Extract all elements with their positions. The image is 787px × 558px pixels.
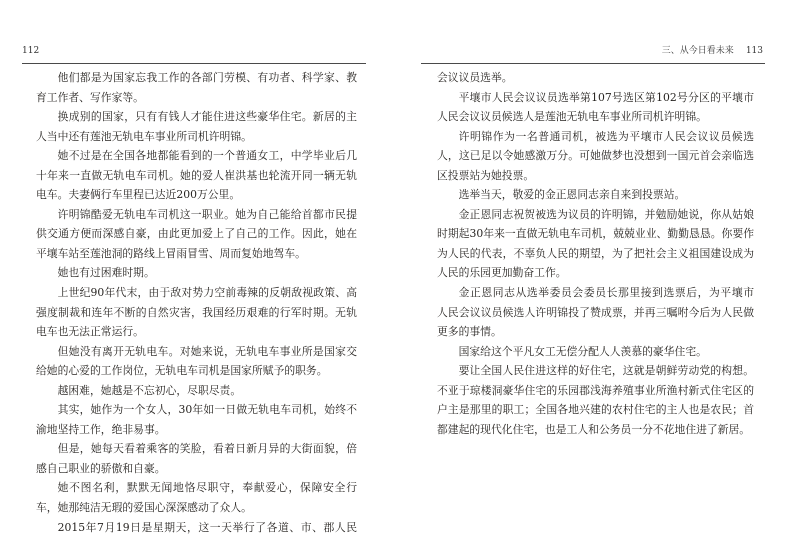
- text-line: 她不过是在全国各地都能看到的一个普通女工，中学毕业后几: [57, 149, 357, 163]
- paragraph: [36, 518, 357, 538]
- text-line: 更多的事情。: [437, 325, 502, 339]
- paragraph: [36, 146, 357, 205]
- text-line: 车，她那纯洁无瑕的爱国心深深感动了众人。: [36, 501, 252, 515]
- text-line: 选举当天，敬爱的金正恩同志亲自来到投票站。: [458, 188, 686, 202]
- paragraph: [36, 68, 357, 107]
- paragraph: [36, 342, 357, 381]
- text-line: 金正恩同志祝贺被选为议员的许明锦，并勉励她说，你从姑娘: [458, 207, 754, 221]
- paragraph: [437, 342, 754, 362]
- text-line: 电车。夫妻俩行车里程已达近200万公里。: [36, 188, 241, 202]
- text-line: 十年来一直做无轨电车司机。她的爱人崔洪基也轮流开同一辆无轨: [36, 168, 357, 182]
- text-line: 电车也无法正常运行。: [36, 325, 144, 339]
- paragraph: [36, 283, 357, 342]
- text-line: 越困难，她越是不忘初心，尽职尽责。: [57, 383, 242, 397]
- paragraph: [437, 361, 754, 439]
- text-line: 平壤车站至莲池洞的路线上冒雨冒雪、周而复始地驾车。: [36, 246, 306, 260]
- paragraph: [36, 400, 357, 439]
- paragraph: [437, 205, 754, 283]
- header-rule-left: [22, 63, 366, 64]
- text-line: 人当中还有莲池无轨电车事业所司机许明锦。: [36, 129, 252, 143]
- text-line: 人民的乐园更加勤奋工作。: [437, 266, 567, 280]
- text-line: 要让全国人民住进这样的好住宅，这就是朝鲜劳动党的构想。: [458, 364, 754, 378]
- text-line: 感自己职业的骄傲和自豪。: [36, 461, 166, 475]
- text-line: 许明锦作为一名普通司机，被选为平壤市人民会议议员候选: [458, 129, 754, 143]
- text-line: 但她没有离开无轨电车。对她来说，无轨电车事业所是国家交: [57, 344, 357, 358]
- text-line: 他们都是为国家忘我工作的各部门劳模、有功者、科学家、教: [57, 71, 357, 84]
- page-number-right: 113: [745, 46, 763, 56]
- paragraph: [437, 185, 754, 205]
- text-line: 区投票站为她投票。: [437, 168, 535, 182]
- text-line: 育工作者、写作家等。: [36, 90, 144, 104]
- text-line: 强度制裁和连年不断的自然灾害，我国经历艰难的行军时期。无轨: [36, 305, 357, 319]
- text-line: 但是，她每天看着乘客的笑脸，看着日新月异的大街面貌，倍: [57, 442, 357, 456]
- text-line: 她也有过困难时期。: [57, 266, 155, 280]
- paragraph: [36, 205, 357, 264]
- paragraph: [437, 68, 754, 88]
- text-line: 换成别的国家，只有有钱人才能住进这些豪华住宅。新居的主: [57, 110, 357, 124]
- text-line: 给她的心爱的工作岗位，无轨电车司机是国家所赋予的职务。: [36, 364, 328, 378]
- paragraph: [437, 283, 754, 342]
- paragraph: [437, 127, 754, 186]
- text-line: 时期起30年来一直做无轨电车司机，兢兢业业、勤勤恳恳。你要作: [437, 227, 754, 241]
- text-line: 许明锦酷爱无轨电车司机这一职业。她为自己能给首都市民提: [57, 207, 357, 221]
- left-page-body: [36, 68, 357, 537]
- text-line: 人民会议议员候选人许明锦投了赞成票，并再三嘱咐今后为人民做: [437, 305, 754, 319]
- text-line: 为人民的代表，不辜负人民的期望，为了把社会主义祖国建设成为: [437, 246, 754, 260]
- text-line: 人，这已足以令她感激万分。可她做梦也没想到一国元首会亲临选: [437, 149, 754, 163]
- text-line: 都建起的现代化住宅，也是工人和公务员一分不花地住进了新居。: [437, 422, 751, 436]
- text-line: 其实，她作为一个女人，30年如一日做无轨电车司机，始终不: [57, 403, 357, 417]
- text-line: 上世纪90年代末，由于敌对势力空前毒辣的反朝敌视政策、高: [57, 286, 357, 300]
- running-head: 三、从今日看未来: [661, 46, 734, 56]
- text-line: 户主是那里的职工；全国各地兴建的农村住宅的主人也是农民；首: [437, 403, 754, 417]
- paragraph: [36, 381, 357, 401]
- text-line: 平壤市人民会议议员选举第107号选区第102号分区的平壤市: [458, 90, 754, 104]
- header-rule-right: [421, 63, 765, 64]
- paragraph: [36, 263, 357, 283]
- paragraph: [36, 107, 357, 146]
- paragraph: [36, 439, 357, 478]
- text-line: 人民会议议员候选人是莲池无轨电车事业所司机许明锦。: [437, 110, 707, 124]
- text-line: 不亚于琼楼洞豪华住宅的乐园郡浅海养殖事业所渔村新式住宅区的: [437, 383, 754, 397]
- running-header-right: [662, 45, 763, 57]
- text-line: 金正恩同志从选举委员会委员长那里接到选票后，为平壤市: [458, 286, 754, 300]
- paragraph: [437, 88, 754, 127]
- text-line: 她不图名利，默默无闻地恪尽职守，奉献爱心，保障安全行: [57, 481, 357, 495]
- text-line: 会议议员选举。: [437, 71, 513, 84]
- text-line: 国家给这个平凡女工无偿分配人人羡慕的豪华住宅。: [458, 344, 707, 358]
- right-page-body: [437, 68, 754, 439]
- paragraph: [36, 478, 357, 517]
- page-number-left: 112: [22, 46, 40, 56]
- text-line: 供交通方便而深感自豪，由此更加爱上了自己的工作。因此，她在: [36, 227, 357, 241]
- text-line: 渝地坚持工作，绝非易事。: [36, 422, 166, 436]
- text-line: 2015年7月19日是星期天，这一天举行了各道、市、郡人民: [57, 520, 357, 534]
